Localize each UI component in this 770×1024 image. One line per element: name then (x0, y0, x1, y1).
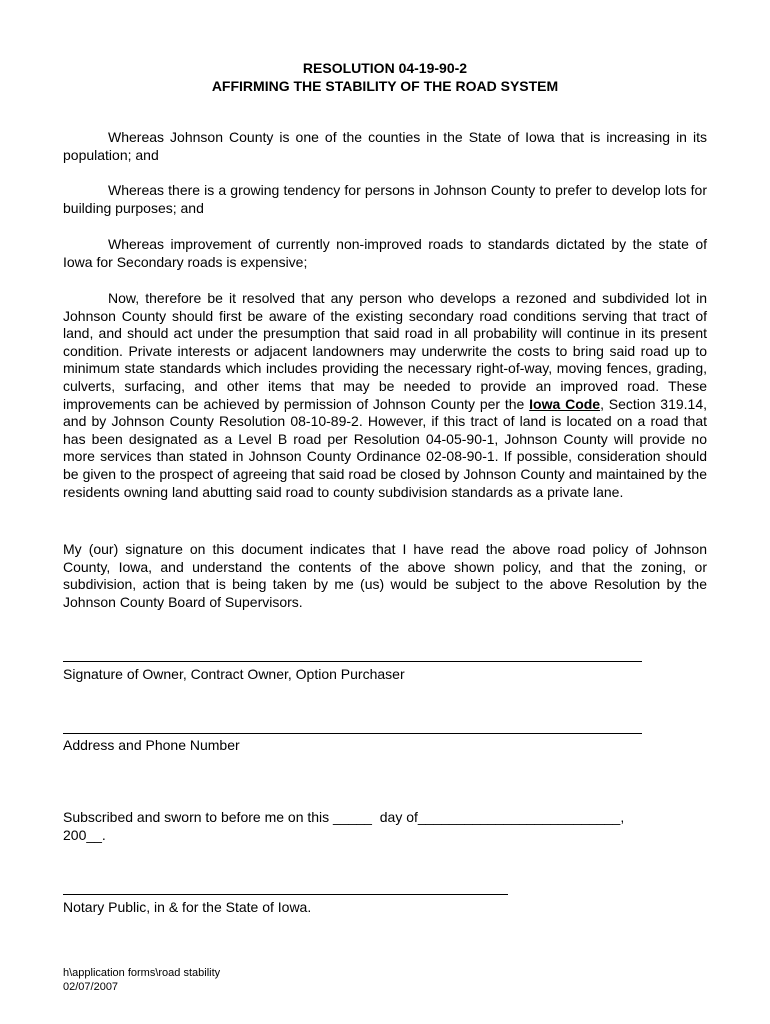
owner-signature-label: Signature of Owner, Contract Owner, Option Purchaser (63, 666, 405, 682)
whereas-paragraph-2 (63, 182, 707, 217)
footer-file-path: h\application forms\road stability (63, 967, 221, 979)
sworn-year-line: 200__. (63, 827, 106, 843)
address-line (63, 733, 642, 734)
footer-date: 02/07/2007 (63, 981, 119, 993)
sworn-statement-line: Subscribed and sworn to before me on this _____ day of__________________________, (63, 809, 625, 825)
paragraph-text: Whereas there is a growing tendency for persons in Johnson County to prefer to develop lots for building purposes; and (63, 182, 707, 216)
paragraph-text: Whereas improvement of currently non-improved roads to standards dictated by the state of Iowa for Secondary roads is expensive; (63, 236, 707, 270)
iowa-code-reference: Iowa Code (529, 395, 601, 412)
paragraph-text: Now, therefore be it resolved that any person who develops a rezoned and subdivided lot in Johnson County should first be aware of the existing secondary road conditions serving that tract of land, and should act under the presumption that said road in all probability will continue in its present condition. Private interests or adjacent landowners may underwrite the costs to bring said road up to minimum state standards which includes providing the necessary right-of-way, moving fences, grading, culverts, surfacing, and other items that may be needed to provide an improved road. These improvements can be achieved by permission of Johnson County per the (63, 290, 707, 412)
notary-signature-line (63, 894, 508, 895)
resolution-title: AFFIRMING THE STABILITY OF THE ROAD SYSTEM (211, 78, 559, 94)
signature-statement: My (our) signature on this document indicates that I have read the above road policy of Johnson County, Iowa, and understand the contents of the above shown policy, and that the zoning, or subdivision, action that is being taken by me (us) would be subject to the above Resolution by the Johnson County Board of Supervisors. (63, 541, 707, 610)
paragraph-text: Whereas Johnson County is one of the counties in the State of Iowa that is increasing in its population; and (63, 129, 707, 163)
address-label: Address and Phone Number (63, 737, 240, 753)
resolution-number: RESOLUTION 04-19-90-2 (302, 60, 468, 76)
notary-label: Notary Public, in & for the State of Iowa. (63, 899, 312, 915)
resolved-paragraph (63, 290, 707, 501)
owner-signature-line (63, 661, 642, 662)
whereas-paragraph-3 (63, 236, 707, 271)
whereas-paragraph-1 (63, 129, 707, 164)
paragraph-text: , Section 319.14, and by Johnson County Resolution 08-10-89-2. However, if this tract of land is located on a road that has been designated as a Level B road per Resolution 04-05-90-1, Johnson County will provide no more services than stated in Johnson County Ordinance 02-08-90-1. If possible, consideration should be given to the prospect of agreeing that said road be closed by Johnson County and maintained by the residents owning land abutting said road to county subdivision standards as a private lane. (63, 395, 708, 500)
